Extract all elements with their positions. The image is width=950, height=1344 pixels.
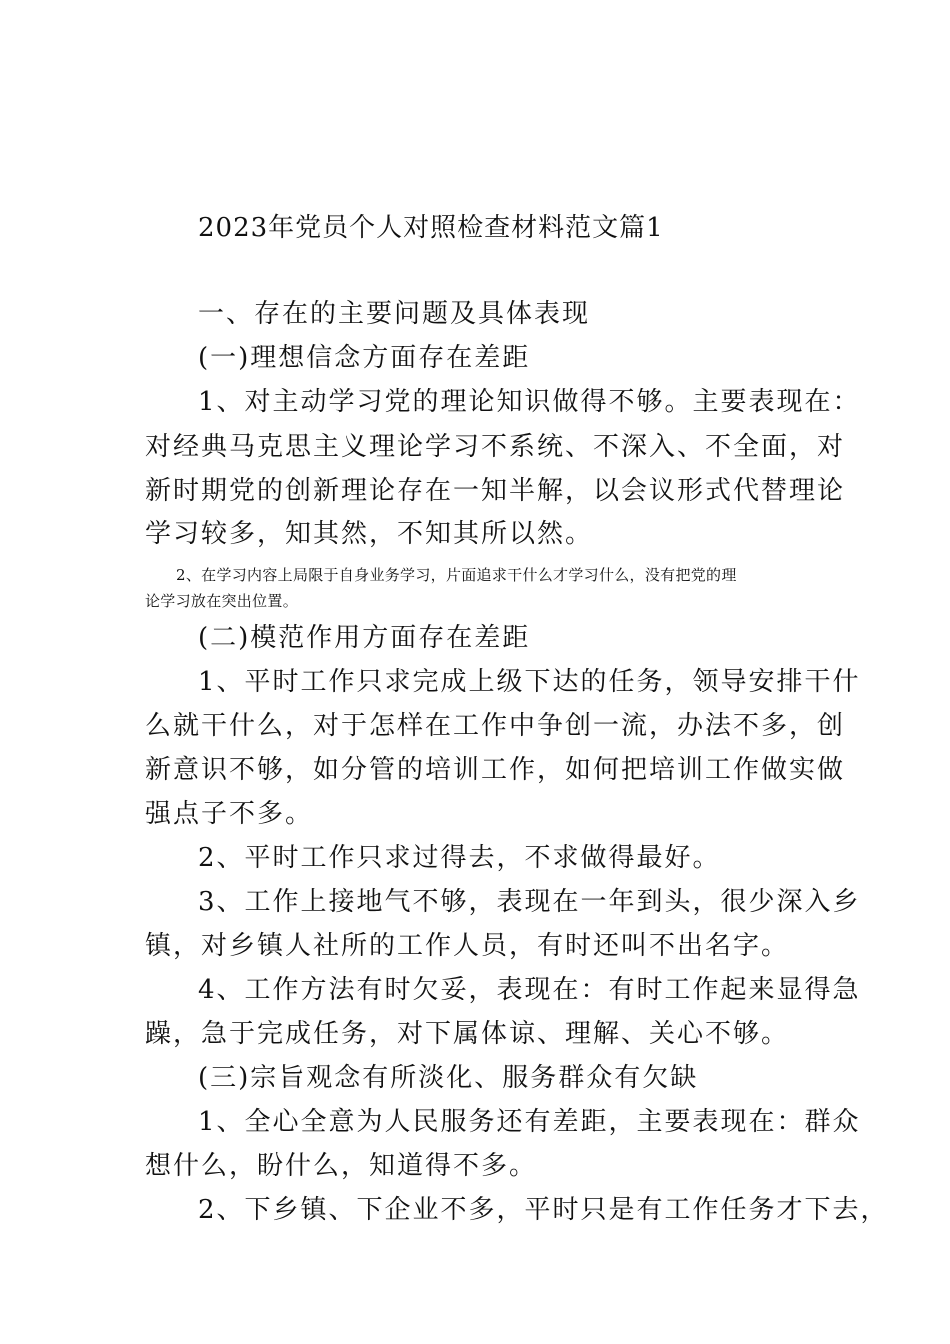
subsection-heading-role-model: (二)模范作用方面存在差距	[198, 623, 531, 653]
paragraph-line: 3、工作上接地气不够，表现在一年到头，很少深入乡	[198, 887, 861, 917]
paragraph-line: 强点子不多。	[145, 799, 314, 829]
paragraph-line: 2、下乡镇、下企业不多，平时只是有工作任务才下去，	[198, 1195, 889, 1225]
subsection-heading-service: (三)宗旨观念有所淡化、服务群众有欠缺	[198, 1063, 699, 1093]
paragraph-line: 新意识不够，如分管的培训工作，如何把培训工作做实做	[145, 755, 846, 785]
paragraph-line: 2、平时工作只求过得去，不求做得最好。	[198, 843, 721, 873]
paragraph-line: 1、全心全意为人民服务还有差距，主要表现在：群众	[198, 1107, 861, 1137]
paragraph-line: 躁，急于完成任务，对下属体谅、理解、关心不够。	[145, 1019, 790, 1049]
paragraph-line: 么就干什么，对于怎样在工作中争创一流，办法不多，创	[145, 711, 846, 741]
small-paragraph-line: 2、在学习内容上局限于自身业务学习，片面追求干什么才学习什么，没有把党的理	[176, 566, 737, 584]
subsection-heading-ideals: (一)理想信念方面存在差距	[198, 343, 531, 373]
section-heading-problems: 一、存在的主要问题及具体表现	[198, 299, 591, 329]
paragraph-line: 对经典马克思主义理论学习不系统、不深入、不全面，对	[145, 432, 846, 462]
document-title: 2023年党员个人对照检查材料范文篇1	[198, 213, 664, 243]
paragraph-line: 1、平时工作只求完成上级下达的任务，领导安排干什	[198, 667, 861, 697]
paragraph-line: 4、工作方法有时欠妥，表现在：有时工作起来显得急	[198, 975, 861, 1005]
paragraph-line: 想什么，盼什么，知道得不多。	[145, 1151, 538, 1181]
paragraph-line: 1、对主动学习党的理论知识做得不够。主要表现在：	[198, 387, 861, 417]
paragraph-line: 新时期党的创新理论存在一知半解，以会议形式代替理论	[145, 476, 846, 506]
paragraph-line: 镇，对乡镇人社所的工作人员，有时还叫不出名字。	[145, 931, 790, 961]
small-paragraph-line: 论学习放在突出位置。	[145, 592, 299, 610]
paragraph-line: 学习较多，知其然，不知其所以然。	[145, 519, 594, 549]
